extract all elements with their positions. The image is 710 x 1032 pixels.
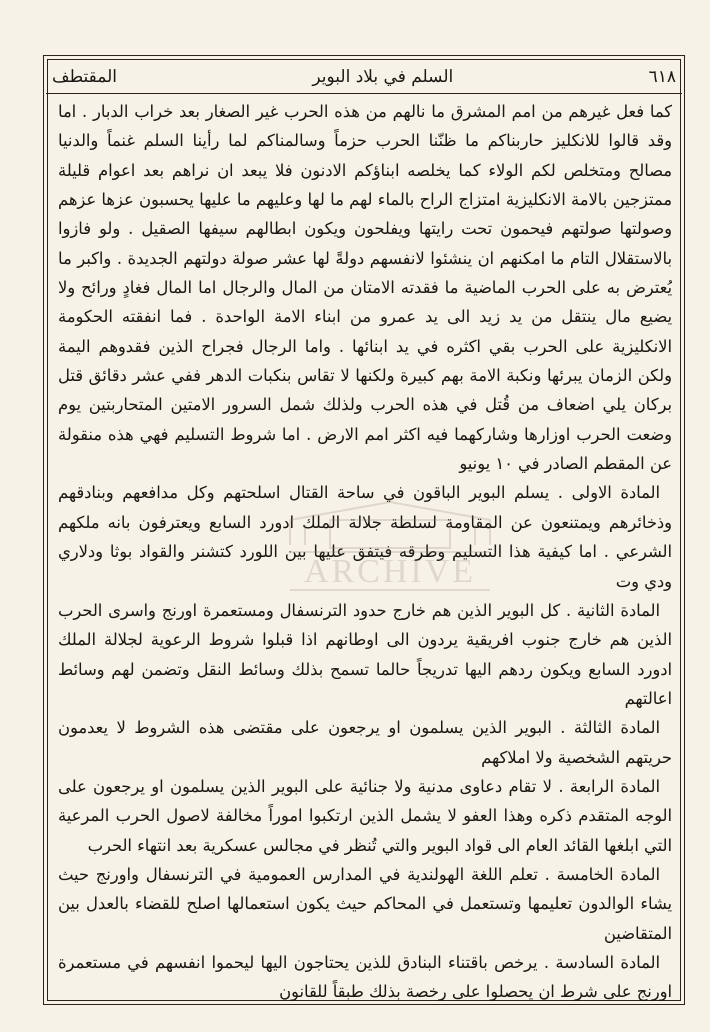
running-title: السلم في بلاد البوير: [312, 67, 454, 87]
intro-paragraph: كما فعل غيرهم من امم المشرق ما نالهم من هذه الحرب غير الصغار بعد خراب الدبار . اما وقد قالوا للانكليز حاربناكم ما ظنّنا الحرب حزماً وسالمناكم لما رأينا السلم غنماً والدنيا مصالح ومتخلص لكم الولاء كما يخلصه ابناؤكم الادنون فلا يبعد ان نراهم بعد اعوام قليلة ممتزجين بالامة الانكليزية امتزاج الراح بالماء لهم ما لها وعليهم ما عليها يحسبون عزها عزهم وصولتها صولتهم فيحمون تحت رايتها ويفلحون ويكون ابطالهم سيفها الصقيل . ولو فازوا بالاستقلال التام ما امكنهم ان ينشئوا لانفسهم دولةً لها عشر صولة دولتهم الجديدة . واكبر ما يُعترض به على الحرب الماضية ما فقدته الامتان من المال والرجال اما المال فغادٍ ورائح ولا يضيع مال ينتقل من يد زيد الى يد عمرو من ابناء الامة الواحدة . فما انفقته الحكومة الانكليزية على الحرب بقي اكثره في يد ابنائها . واما الرجال فجراح الذين فقدوهم اليمة ولكن الزمان يبرئها ونكبة الامة بهم كبيرة ولكنها لا تقاس بنكبات الدهر ففي عشر دقائق قتل بركان يلي اضعاف من قُتل في هذه الحرب ولذلك شمل السرور الامتين المتحاربتين يوم وضعت الحرب اوزارها وشاركهما فيه اكثر امم الارض . اما شروط التسليم فهي هذه منقولة عن المقطم الصادر في ١٠ يونيو: [58, 102, 672, 474]
article-5: المادة الخامسة . تعلم اللغة الهولندية في المدارس العمومية في الترنسفال واورنج حيث يشاء الوالدون تعليمها وتستعمل في المحاكم حيث يكون استعمالها اصلح للقضاء بالعدل بين المتقاضين: [58, 864, 672, 943]
article-2: المادة الثانية . كل البوير الذين هم خارج حدود الترنسفال ومستعمرة اورنج واسرى الحرب الذين هم خارج جنوب افريقية يردون الى اوطانهم اذا قبلوا شروط الرعوية لجلالة الملك ادورد السابع ويكون ردهم اليها تدريجاً حالما تسمح بذلك وسائط النقل وتضمن لهم وسائط اعالتهم: [58, 600, 672, 708]
page-number: ٦١٨: [648, 67, 676, 87]
watermark-text: ARCHIVE: [303, 553, 477, 590]
running-header: [52, 62, 676, 92]
journal-name: المقتطف: [52, 67, 118, 87]
article-6: المادة السادسة . يرخص باقتناء البنادق للذين يحتاجون اليها ليحموا انفسهم في مستعمرة اورنج على شرط ان يحصلوا على رخصة بذلك طبقاً للقانون: [58, 952, 672, 1002]
header-divider: [46, 93, 682, 94]
article-1: المادة الاولى . يسلم البوير الباقون في ساحة القتال اسلحتهم وكل مدافعهم وبنادقهم وذخائرهم ويمتنعون عن المقاومة لسلطة جلالة الملك ادورد السابع ويعترفون بانه ملكهم الشرعي . اما كيفية هذا التسليم وطرقه فيتفق عليها بين اللورد كتشنر والقواد بوثا ودلاري ودي وت: [58, 483, 672, 591]
article-4: المادة الرابعة . لا تقام دعاوى مدنية ولا جنائية على البوير الذين يسلمون او يرجعون على الوجه المتقدم ذكره وهذا العفو لا يشمل الذين ارتكبوا اموراً مخالفة لاصول الحرب المرعية التي ابلغها القائد العام الى قواد البوير والتي تُنظر في مجالس عسكرية بعد انتهاء الحرب: [58, 776, 672, 855]
article-3: المادة الثالثة . البوير الذين يسلمون او يرجعون على مقتضى هذه الشروط لا يعدمون حريتهم الشخصية ولا املاكهم: [58, 718, 672, 767]
article-body: [58, 97, 672, 1002]
